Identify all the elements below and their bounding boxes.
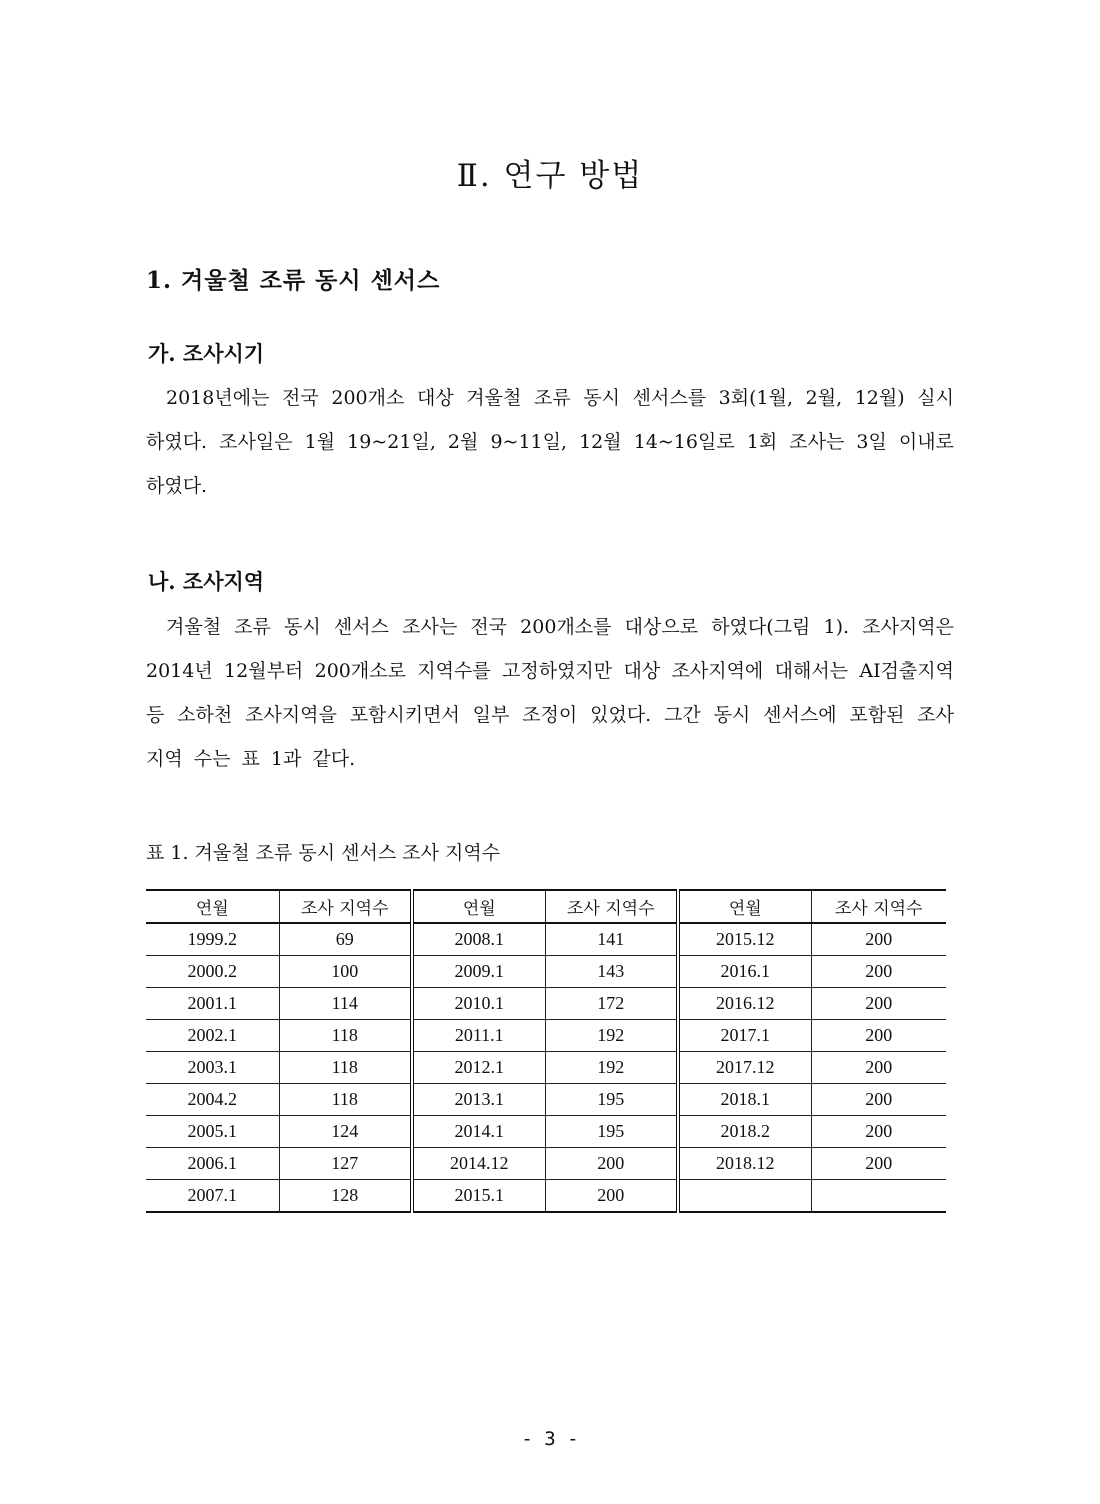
cell-area-count: 143 xyxy=(545,956,678,988)
cell-area-count: 118 xyxy=(279,1084,412,1116)
cell-area-count: 100 xyxy=(279,956,412,988)
cell-area-count: 192 xyxy=(545,1052,678,1084)
cell-year-month: 2002.1 xyxy=(146,1020,279,1052)
table-row xyxy=(146,1116,946,1148)
table-row xyxy=(146,1084,946,1116)
cell-year-month: 2011.1 xyxy=(412,1020,545,1052)
column-header-area-count: 조사 지역수 xyxy=(545,890,678,923)
cell-area-count: 128 xyxy=(279,1180,412,1213)
cell-area-count: 127 xyxy=(279,1148,412,1180)
paragraph-survey-area: 겨울철 조류 동시 센서스 조사는 전국 200개소를 대상으로 하였다(그림 1). 조사지역은 2014년 12월부터 200개소로 지역수를 고정하였지만 대상 조사지역에 대해서는 AI검출지역 등 소하천 조사지역을 포함시키면서 일부 조정이 있었다. 그간 동시 센서스에 포함된 조사 지역 수는 표 1과 같다. xyxy=(146,616,954,770)
subsection-title-survey-area: 나. 조사지역 xyxy=(148,569,265,594)
cell-year-month: 2000.2 xyxy=(146,956,279,988)
section-title: 1. 겨울철 조류 동시 센서스 xyxy=(146,267,441,294)
table-header-row xyxy=(146,890,946,923)
cell-area-count: 200 xyxy=(811,923,946,956)
cell-area-count: 118 xyxy=(279,1020,412,1052)
subsection-title-survey-period: 가. 조사시기 xyxy=(148,341,265,366)
cell-year-month: 2018.1 xyxy=(678,1084,811,1116)
cell-year-month: 2005.1 xyxy=(146,1116,279,1148)
table-body xyxy=(146,923,946,1212)
cell-area-count: 141 xyxy=(545,923,678,956)
cell-year-month: 2007.1 xyxy=(146,1180,279,1213)
cell-year-month: 2015.1 xyxy=(412,1180,545,1213)
table-row xyxy=(146,923,946,956)
cell-area-count: 200 xyxy=(811,1020,946,1052)
cell-year-month: 2018.12 xyxy=(678,1148,811,1180)
column-header-year-month: 연월 xyxy=(146,890,279,923)
cell-area-count: 200 xyxy=(811,1116,946,1148)
cell-area-count: 200 xyxy=(811,1148,946,1180)
cell-area-count: 124 xyxy=(279,1116,412,1148)
cell-area-count: 200 xyxy=(811,1052,946,1084)
cell-area-count: 200 xyxy=(811,956,946,988)
cell-year-month: 2017.12 xyxy=(678,1052,811,1084)
column-header-area-count: 조사 지역수 xyxy=(811,890,946,923)
cell-area-count: 200 xyxy=(545,1148,678,1180)
cell-year-month: 2004.2 xyxy=(146,1084,279,1116)
table-row xyxy=(146,1020,946,1052)
table-row xyxy=(146,1180,946,1213)
cell-year-month: 2013.1 xyxy=(412,1084,545,1116)
cell-year-month: 2006.1 xyxy=(146,1148,279,1180)
cell-year-month xyxy=(678,1180,811,1213)
survey-area-count-table xyxy=(146,889,946,1213)
cell-year-month: 2010.1 xyxy=(412,988,545,1020)
cell-area-count: 200 xyxy=(545,1180,678,1213)
paragraph-survey-period: 2018년에는 전국 200개소 대상 겨울철 조류 동시 센서스를 3회(1월, 2월, 12월) 실시하였다. 조사일은 1월 19~21일, 2월 9~11일, 12월 14~16일로 1회 조사는 3일 이내로 하였다. xyxy=(146,387,954,497)
cell-area-count: 118 xyxy=(279,1052,412,1084)
table-row xyxy=(146,1052,946,1084)
table-row xyxy=(146,956,946,988)
page-number: - 3 - xyxy=(521,1428,579,1450)
table-row xyxy=(146,988,946,1020)
table-row xyxy=(146,1148,946,1180)
cell-year-month: 2015.12 xyxy=(678,923,811,956)
cell-year-month: 2017.1 xyxy=(678,1020,811,1052)
cell-area-count: 200 xyxy=(811,988,946,1020)
chapter-title: Ⅱ. 연구 방법 xyxy=(456,158,644,194)
cell-year-month: 2003.1 xyxy=(146,1052,279,1084)
cell-area-count xyxy=(811,1180,946,1213)
cell-area-count: 195 xyxy=(545,1116,678,1148)
cell-area-count: 69 xyxy=(279,923,412,956)
cell-year-month: 2009.1 xyxy=(412,956,545,988)
cell-year-month: 2014.12 xyxy=(412,1148,545,1180)
cell-area-count: 192 xyxy=(545,1020,678,1052)
cell-area-count: 114 xyxy=(279,988,412,1020)
cell-year-month: 2001.1 xyxy=(146,988,279,1020)
cell-area-count: 200 xyxy=(811,1084,946,1116)
cell-year-month: 2008.1 xyxy=(412,923,545,956)
cell-area-count: 172 xyxy=(545,988,678,1020)
cell-year-month: 2014.1 xyxy=(412,1116,545,1148)
cell-area-count: 195 xyxy=(545,1084,678,1116)
cell-year-month: 2012.1 xyxy=(412,1052,545,1084)
cell-year-month: 2018.2 xyxy=(678,1116,811,1148)
cell-year-month: 2016.1 xyxy=(678,956,811,988)
table-caption: 표 1. 겨울철 조류 동시 센서스 조사 지역수 xyxy=(146,842,501,864)
column-header-year-month: 연월 xyxy=(678,890,811,923)
column-header-year-month: 연월 xyxy=(412,890,545,923)
column-header-area-count: 조사 지역수 xyxy=(279,890,412,923)
cell-year-month: 1999.2 xyxy=(146,923,279,956)
cell-year-month: 2016.12 xyxy=(678,988,811,1020)
